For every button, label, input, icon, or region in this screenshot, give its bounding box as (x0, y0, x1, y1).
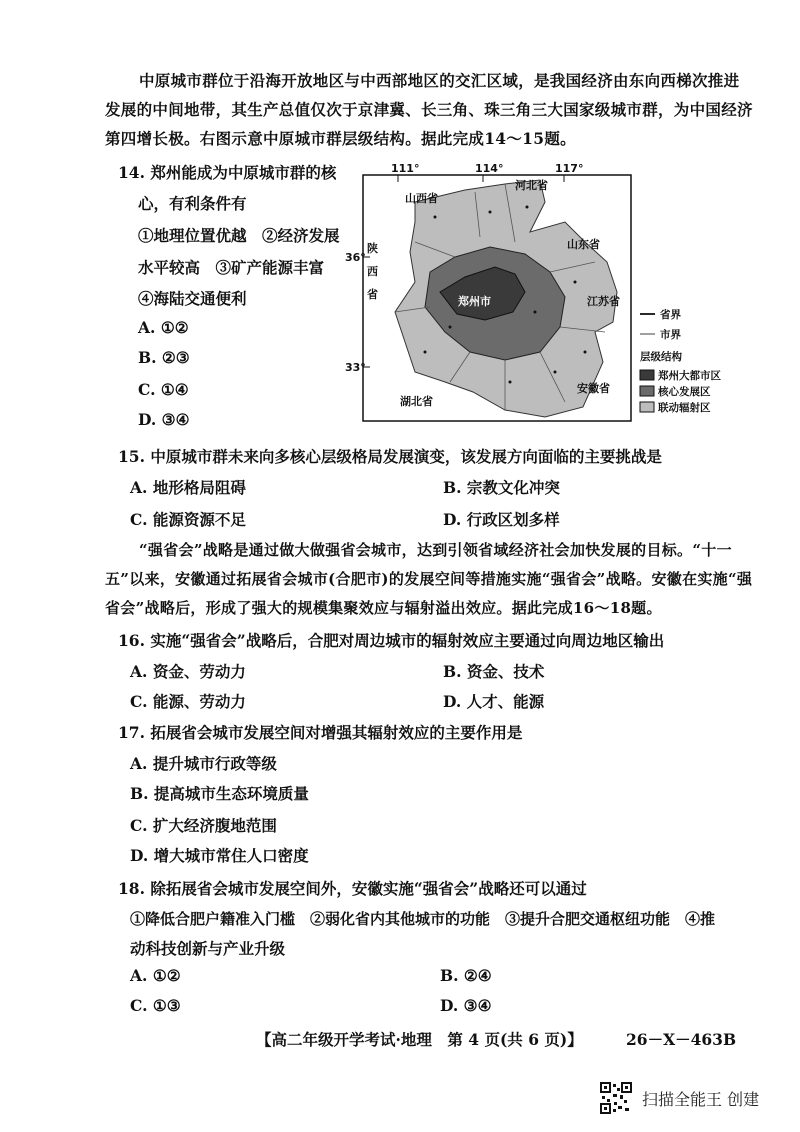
lat-36-label: 36° (345, 251, 366, 264)
shaanxi-label-3: 省 (367, 288, 378, 301)
q18-option-b[interactable]: B. ②④ (440, 966, 492, 985)
zhengzhou-label: 郑州市 (458, 295, 491, 308)
q14-items-line1: ①地理位置优越 ②经济发展 (138, 226, 340, 245)
q16-option-d[interactable]: D. 人才、能源 (443, 692, 545, 711)
shaanxi-label-1: 陕 (367, 242, 378, 255)
q14-stem-line2: 心，有利条件有 (138, 194, 247, 213)
q17-option-d[interactable]: D. 增大城市常住人口密度 (130, 846, 309, 865)
q14-option-a[interactable]: A. ①② (138, 318, 189, 337)
lon-114-label: 114° (475, 162, 504, 175)
shandong-label: 山东省 (567, 238, 600, 251)
scanner-label: 扫描全能王 创建 (642, 1089, 760, 1109)
q16-option-b[interactable]: B. 资金、技术 (443, 662, 545, 681)
intro-paragraph-1: 中原城市群位于沿海开放地区与中西部地区的交汇区域，是我国经济由东向西梯次推进发展的中间地带，其生产总值仅次于京津冀、长三角、珠三角三大国家级城市群，为中国经济第四增长极。右图示意中原城市群层级结构。据此完成14～15题。 (105, 71, 753, 148)
lon-117-label: 117° (555, 162, 584, 175)
scanner-watermark (600, 1082, 759, 1114)
q14-option-d[interactable]: D. ③④ (138, 410, 190, 429)
q14-items-line3: ④海陆交通便利 (138, 289, 247, 308)
legend-metro-label: 郑州大都市区 (658, 370, 721, 382)
q15-option-c[interactable]: C. 能源资源不足 (130, 510, 246, 529)
legend-core-label: 核心发展区 (658, 386, 711, 398)
q17-stem: 17. 拓展省会城市发展空间对增强其辐射效应的主要作用是 (118, 723, 523, 742)
footer-exam-info: 【高二年级开学考试·地理 第 4 页(共 6 页)】 (256, 1030, 583, 1049)
shaanxi-label-2: 西 (367, 265, 378, 278)
q14-stem-line1: 14. 郑州能成为中原城市群的核 (118, 163, 337, 182)
q14-option-c[interactable]: C. ①④ (138, 380, 189, 399)
legend-metro-swatch (640, 370, 654, 380)
q16-option-a[interactable]: A. 资金、劳动力 (130, 662, 246, 681)
q14-items-line2: 水平较高 ③矿产能源丰富 (138, 258, 325, 277)
q18-stem: 18. 除拓展省会城市发展空间外，安徽实施“强省会”战略还可以通过 (118, 879, 587, 898)
hebei-label: 河北省 (515, 179, 548, 192)
legend-province-label: 省界 (660, 309, 681, 321)
q16-option-c[interactable]: C. 能源、劳动力 (130, 692, 246, 711)
q18-items-line1: ①降低合肥户籍准入门槛 ②弱化省内其他城市的功能 ③提升合肥交通枢纽功能 ④推 (130, 910, 716, 928)
shanxi-label: 山西省 (405, 192, 438, 205)
q15-stem: 15. 中原城市群未来向多核心层级格局发展演变，该发展方向面临的主要挑战是 (118, 447, 662, 466)
central-plains-map (345, 162, 775, 432)
intro-paragraph-2: “强省会”战略是通过做大做强省会城市，达到引领省域经济社会加快发展的目标。“十一五”以来，安徽通过拓展省会城市(合肥市)的发展空间等措施实施“强省会”战略。安徽在实施“强省会”战略后，形成了强大的规模集聚效应与辐射溢出效应。据此完成16～18题。 (105, 541, 753, 617)
q15-option-a[interactable]: A. 地形格局阻碍 (130, 478, 246, 497)
legend-radiation-label: 联动辐射区 (658, 402, 711, 414)
q15-option-b[interactable]: B. 宗教文化冲突 (443, 478, 560, 497)
lat-33-label: 33° (345, 361, 366, 374)
q17-option-b[interactable]: B. 提高城市生态环境质量 (130, 784, 309, 803)
q18-option-a[interactable]: A. ①② (130, 966, 181, 985)
q14-option-b[interactable]: B. ②③ (138, 348, 190, 367)
q17-option-c[interactable]: C. 扩大经济腹地范围 (130, 816, 277, 835)
hubei-label: 湖北省 (400, 395, 433, 408)
legend-radiation-swatch (640, 402, 654, 412)
q18-items-line2: 动科技创新与产业升级 (130, 939, 286, 958)
footer-code: 26－X－463B (626, 1030, 737, 1049)
legend-city-label: 市界 (660, 329, 681, 341)
q15-option-d[interactable]: D. 行政区划多样 (443, 510, 560, 529)
q17-option-a[interactable]: A. 提升城市行政等级 (130, 754, 277, 773)
lon-111-label: 111° (391, 162, 420, 175)
jiangsu-label: 江苏省 (587, 295, 620, 308)
qr-code-icon (600, 1082, 632, 1114)
q16-stem: 16. 实施“强省会”战略后，合肥对周边城市的辐射效应主要通过向周边地区输出 (118, 631, 665, 650)
legend-core-swatch (640, 386, 654, 396)
q18-option-d[interactable]: D. ③④ (440, 996, 492, 1015)
q18-option-c[interactable]: C. ①③ (130, 996, 181, 1015)
legend-title: 层级结构 (640, 351, 682, 363)
anhui-label: 安徽省 (577, 382, 610, 395)
